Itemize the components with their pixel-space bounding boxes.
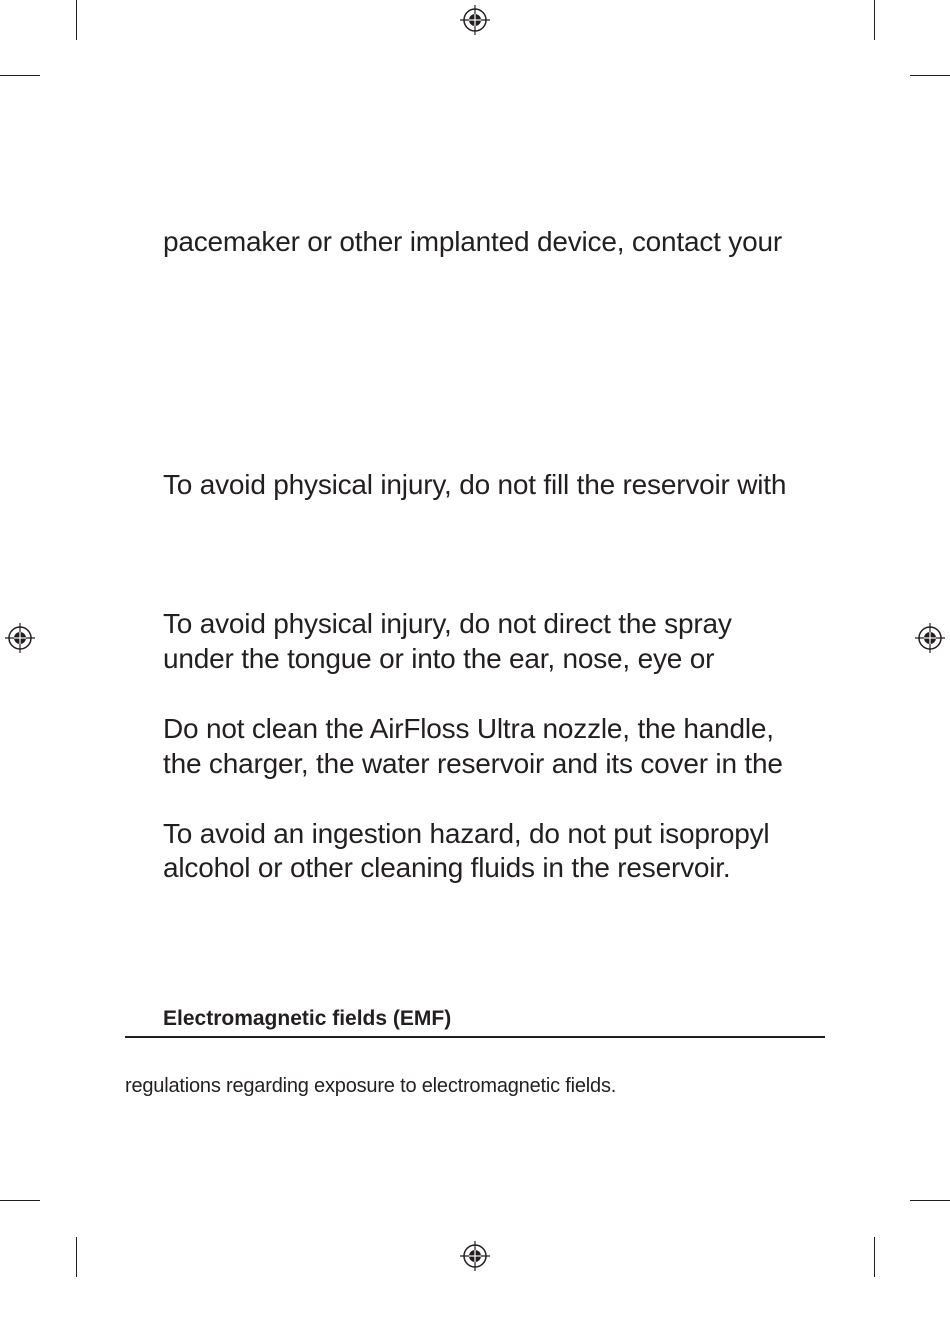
crop-mark-top-left-horizontal (0, 75, 40, 76)
crop-mark-bottom-right-vertical (874, 1237, 875, 1277)
crop-mark-top-left-vertical (76, 0, 77, 40)
warning-line-ingestion: To avoid an ingestion hazard, do not put isopropyl (163, 818, 770, 849)
registration-mark-icon (460, 5, 490, 35)
warning-line-reservoir-fill: To avoid physical injury, do not fill the reservoir with (163, 469, 787, 500)
registration-mark-icon (5, 623, 35, 653)
crop-mark-top-right-vertical (874, 0, 875, 40)
registration-mark-icon (915, 623, 945, 653)
section-heading-emf: Electromagnetic fields (EMF) (163, 1007, 452, 1030)
warning-line-spray-direction: To avoid physical injury, do not direct the spray (163, 608, 732, 639)
section-divider (125, 1036, 825, 1038)
crop-mark-bottom-left-vertical (76, 1237, 77, 1277)
warning-line-pacemaker: pacemaker or other implanted device, contact your (163, 226, 782, 257)
warning-line-ingestion-cont: alcohol or other cleaning fluids in the reservoir. (163, 852, 731, 883)
warning-line-cleaning-cont: the charger, the water reservoir and its cover in the (163, 748, 783, 779)
crop-mark-bottom-right-horizontal (910, 1200, 950, 1201)
emf-text-line: regulations regarding exposure to electromagnetic fields. (125, 1075, 617, 1097)
warning-line-cleaning: Do not clean the AirFloss Ultra nozzle, the handle, (163, 713, 774, 744)
crop-mark-bottom-left-horizontal (0, 1200, 40, 1201)
warning-line-spray-direction-cont: under the tongue or into the ear, nose, eye or (163, 643, 715, 674)
registration-mark-icon (460, 1241, 490, 1271)
crop-mark-top-right-horizontal (910, 75, 950, 76)
